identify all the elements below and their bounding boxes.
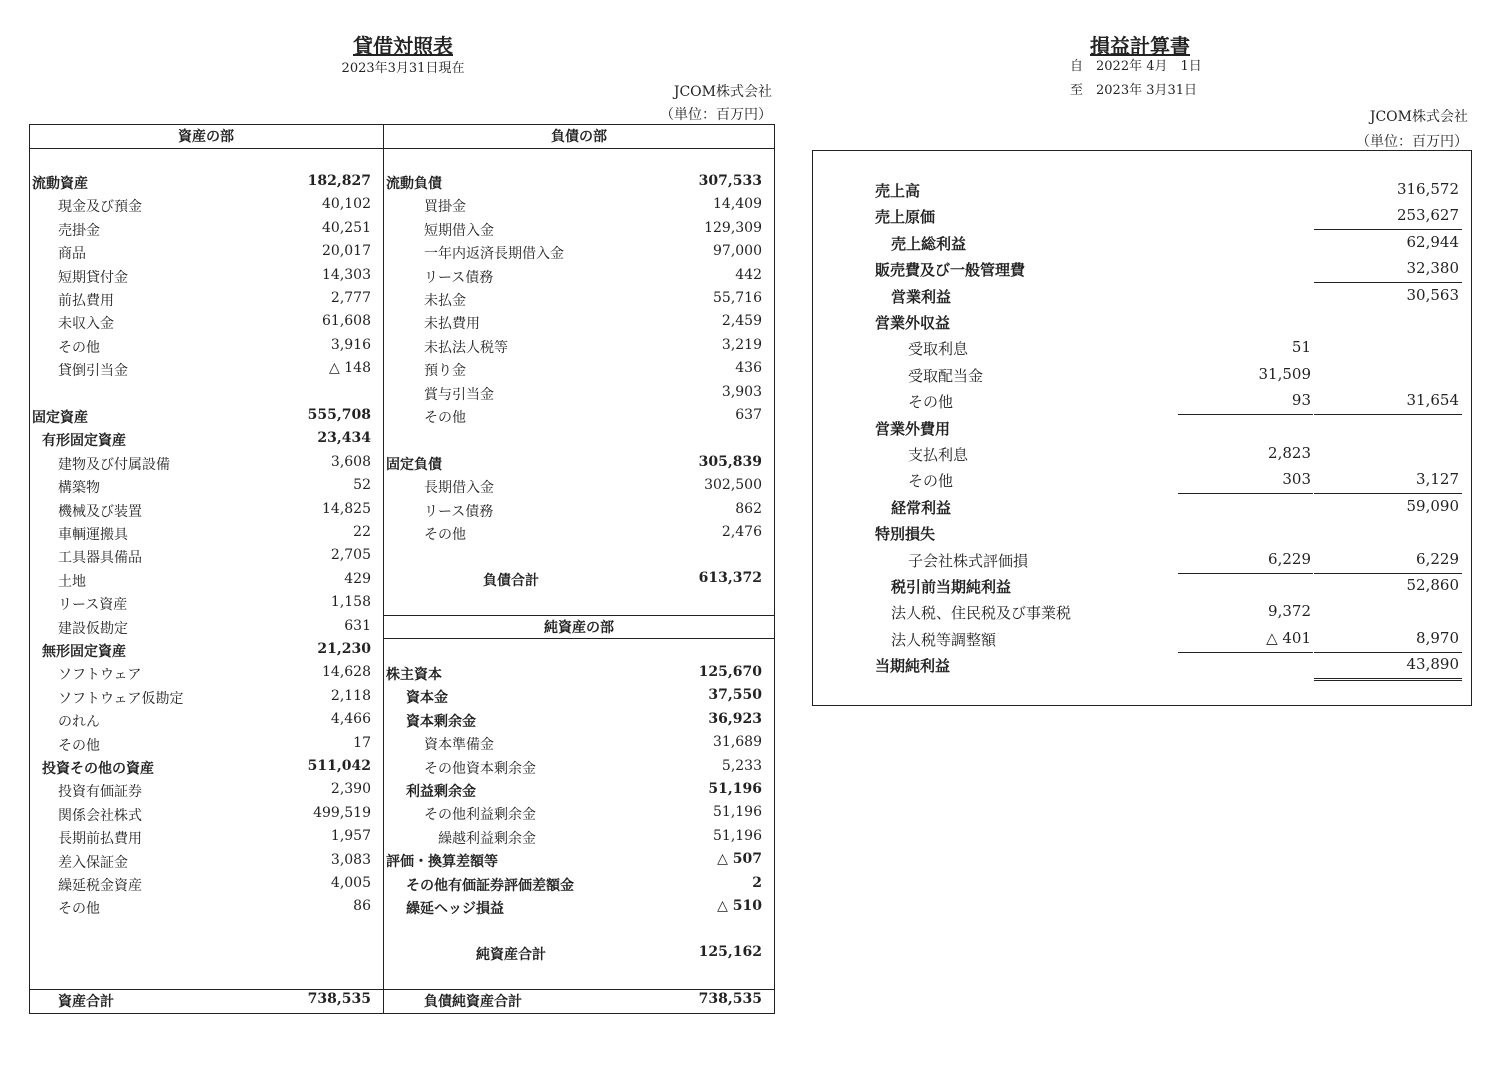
pl-row-label: 売上高 (875, 182, 921, 200)
bs-row-label: 繰越利益剰余金 (438, 830, 536, 847)
bs-row-value: 2 (752, 874, 762, 891)
bs-row-label: 繰延税金資産 (58, 878, 142, 894)
bs-row-value: 86 (353, 898, 371, 915)
net-assets-total-value: 125,162 (698, 944, 762, 960)
bs-row-label: その他 (58, 901, 100, 918)
pl-underline (1178, 493, 1313, 494)
bs-row-label: 投資その他の資産 (42, 761, 154, 777)
bs-net-top-rule (383, 615, 775, 616)
pl-underline (1314, 652, 1462, 653)
bs-row-label: 未収入金 (58, 316, 114, 333)
bs-company: JCOM株式会社 (673, 84, 772, 100)
bs-row-label: 固定負債 (386, 456, 442, 473)
bs-row-value: 2,476 (721, 524, 762, 540)
pl-underline (1178, 652, 1313, 653)
pl-row-label: 子会社株式評価損 (908, 551, 1029, 570)
bs-row-value: 499,519 (313, 804, 371, 821)
pl-row-label: その他 (908, 472, 954, 491)
bs-row-label: 賞与引当金 (424, 386, 494, 403)
bs-row-label: ソフトウェア (58, 667, 142, 684)
bs-row-label: 資本金 (406, 690, 448, 707)
bs-row-label: 投資有価証券 (58, 784, 142, 801)
bs-date: 2023年3月31日現在 (341, 61, 465, 76)
pl-row-detail-value: 51 (1291, 338, 1311, 357)
bs-row-value: 4,005 (330, 875, 371, 891)
bs-row-label: 機械及び装置 (58, 503, 142, 520)
pl-row-label: 売上総利益 (891, 234, 967, 253)
assets-header: 資産の部 (178, 129, 234, 145)
bs-column-divider (383, 124, 384, 1014)
pl-row-total-value: 253,627 (1396, 206, 1459, 225)
pl-row-total-value: 62,944 (1406, 232, 1459, 251)
pl-row-label: 受取利息 (908, 340, 969, 359)
bs-row-value: 1,957 (330, 828, 371, 845)
bs-row-label: 商品 (58, 246, 86, 263)
pl-row-label: 当期純利益 (875, 657, 951, 676)
bs-row-value: 182,827 (307, 173, 371, 189)
bs-row-label: 長期前払費用 (58, 831, 142, 848)
bs-row-value: △ 148 (329, 360, 371, 377)
bs-row-label: 車輌運搬具 (58, 527, 128, 543)
bs-row-label: 未払法人税等 (424, 339, 508, 356)
bs-row-label: 短期貸付金 (58, 269, 128, 286)
bs-row-label: 構築物 (58, 480, 100, 497)
pl-row-label: 受取配当金 (908, 366, 984, 385)
bs-row-label: その他 (58, 339, 100, 356)
bs-row-value: 436 (735, 360, 762, 377)
bs-row-value: 2,459 (721, 313, 762, 330)
bs-row-label: 買掛金 (424, 199, 466, 216)
pl-row-total-value: 59,090 (1406, 496, 1459, 515)
pl-row-detail-value: 2,823 (1268, 444, 1311, 462)
pl-row-label: 営業外費用 (875, 419, 951, 438)
bs-row-value: 3,903 (721, 383, 762, 400)
bs-row-value: 5,233 (721, 757, 762, 774)
pl-row-total-value: 43,890 (1406, 655, 1459, 674)
bs-row-label: 土地 (58, 573, 86, 590)
pl-row-detail-value: 303 (1282, 470, 1311, 489)
bs-row-value: 51,196 (713, 827, 762, 844)
bs-row-label: 工具器具備品 (58, 550, 142, 567)
pl-unit: （単位：百万円） (1356, 134, 1468, 150)
bs-row-label: 長期借入金 (424, 480, 494, 497)
pl-row-total-value: 30,563 (1406, 285, 1459, 304)
bs-row-value: 40,251 (322, 219, 371, 236)
bs-row-value: 307,533 (698, 173, 762, 189)
pl-underline (1314, 282, 1462, 283)
bs-row-value: 40,102 (322, 196, 371, 213)
pl-row-label: その他 (908, 393, 954, 412)
pl-row-total-value: 31,654 (1406, 391, 1459, 410)
bs-row-label: 貸倒引当金 (58, 363, 128, 380)
bs-row-label: その他資本剰余金 (424, 760, 536, 777)
bs-header-rule (29, 148, 775, 149)
bs-row-label: 短期借入金 (424, 222, 494, 239)
bs-row-value: 14,628 (322, 664, 371, 681)
bs-row-value: 2,118 (330, 687, 371, 704)
bs-row-label: 流動負債 (386, 176, 442, 192)
bs-row-value: 631 (344, 617, 371, 634)
bs-row-label: ソフトウェア仮勘定 (58, 690, 184, 707)
net-assets-total-label: 純資産合計 (476, 947, 546, 963)
bs-row-label: 前払費用 (58, 293, 114, 309)
pl-row-total-value: 316,572 (1396, 180, 1459, 198)
bs-row-label: 繰延ヘッジ損益 (406, 901, 504, 917)
pl-title: 損益計算書 (1090, 34, 1190, 58)
bs-row-value: 3,608 (330, 453, 371, 470)
bs-row-value: 14,409 (713, 196, 762, 213)
pl-row-label: 税引前当期純利益 (891, 578, 1012, 596)
bs-row-label: リース債務 (424, 503, 494, 520)
liabilities-header: 負債の部 (551, 129, 607, 145)
liabilities-total-value: 613,372 (698, 570, 762, 586)
bs-row-label: 資本準備金 (424, 737, 494, 754)
bs-row-value: 51,196 (708, 781, 762, 797)
bs-row-value: 125,670 (698, 664, 762, 680)
bs-row-label: 建物及び付属設備 (58, 456, 170, 473)
pl-row-label: 経常利益 (891, 498, 952, 517)
bs-row-label: その他利益剰余金 (424, 807, 536, 824)
pl-company: JCOM株式会社 (1369, 109, 1468, 125)
bs-row-label: 無形固定資産 (42, 644, 126, 660)
bs-row-value: 4,466 (330, 711, 371, 728)
bs-row-label: リース資産 (58, 597, 128, 614)
bs-row-label: その他有価証券評価差額金 (406, 877, 574, 894)
pl-row-label: 営業利益 (891, 287, 952, 306)
pl-row-label: 支払利息 (908, 446, 969, 464)
bs-row-value: 129,309 (704, 219, 762, 236)
net-assets-header: 純資産の部 (544, 620, 614, 636)
bs-row-label: 売掛金 (58, 222, 100, 239)
bs-row-value: 14,303 (322, 266, 371, 283)
bs-row-value: △ 507 (717, 851, 762, 868)
bs-row-label: 利益剰余金 (406, 784, 476, 800)
liabilities-net-total-label: 負債純資産合計 (424, 994, 522, 1010)
bs-row-label: 一年内返済長期借入金 (424, 246, 564, 263)
bs-row-value: 637 (735, 407, 762, 423)
assets-total-label: 資産合計 (58, 994, 114, 1010)
bs-row-value: 36,923 (708, 710, 762, 727)
bs-row-value: 1,158 (330, 594, 371, 611)
bs-row-value: 37,550 (708, 687, 762, 704)
pl-underline (1314, 573, 1462, 574)
bs-row-value: 14,825 (322, 500, 371, 517)
bs-row-label: 関係会社株式 (58, 807, 142, 824)
bs-row-value: 429 (344, 570, 371, 587)
bs-row-value: 305,839 (698, 453, 762, 470)
bs-row-value: 442 (735, 266, 762, 283)
bs-row-label: その他 (424, 527, 466, 543)
bs-row-value: 555,708 (307, 407, 371, 423)
bs-row-label: 資本剰余金 (406, 713, 476, 730)
bs-net-header-rule (383, 638, 775, 639)
bs-total-rule (29, 989, 775, 990)
bs-row-value: 2,390 (330, 781, 371, 798)
bs-row-value: 302,500 (704, 477, 762, 494)
liabilities-total-label: 負債合計 (483, 573, 539, 589)
bs-row-value: 20,017 (322, 243, 371, 260)
bs-row-label: その他 (58, 737, 100, 754)
liabilities-net-total-value: 738,535 (698, 991, 762, 1007)
bs-row-label: のれん (58, 714, 100, 731)
pl-underline (1314, 229, 1462, 230)
pl-double-underline (1314, 678, 1462, 681)
pl-row-detail-value: △ 401 (1266, 628, 1311, 647)
bs-row-label: 流動資産 (32, 176, 88, 192)
bs-row-label: 現金及び預金 (58, 199, 142, 216)
bs-row-value: 511,042 (307, 758, 371, 774)
bs-row-value: 22 (353, 524, 371, 540)
pl-row-label: 法人税、住民税及び事業税 (891, 604, 1072, 623)
bs-row-value: 3,083 (330, 851, 371, 868)
bs-row-label: 差入保証金 (58, 854, 128, 871)
bs-row-label: 未払費用 (424, 316, 480, 333)
bs-row-value: 52 (353, 477, 371, 494)
bs-row-label: 評価・換算差額等 (386, 854, 498, 871)
assets-total-value: 738,535 (307, 991, 371, 1007)
bs-row-value: 31,689 (713, 734, 762, 751)
pl-row-label: 特別損失 (875, 525, 936, 544)
pl-underline (1178, 414, 1313, 415)
pl-row-detail-value: 6,229 (1268, 549, 1311, 568)
pl-row-label: 法人税等調整額 (891, 630, 997, 649)
bs-title: 貸借対照表 (353, 34, 453, 58)
bs-row-label: 株主資本 (386, 667, 442, 683)
bs-row-label: その他 (424, 410, 466, 426)
pl-underline (1314, 414, 1462, 415)
bs-row-value: 2,705 (330, 547, 371, 564)
bs-row-label: 有形固定資産 (42, 433, 126, 450)
bs-row-value: △ 510 (717, 898, 762, 914)
pl-row-total-value: 52,860 (1406, 576, 1459, 594)
pl-row-detail-value: 9,372 (1268, 602, 1311, 621)
pl-row-total-value: 8,970 (1416, 628, 1459, 647)
bs-unit: （単位：百万円） (660, 107, 772, 123)
bs-row-value: 862 (735, 500, 762, 517)
bs-row-value: 97,000 (713, 243, 762, 260)
bs-row-value: 3,219 (721, 336, 762, 353)
bs-row-value: 51,196 (713, 804, 762, 821)
pl-row-detail-value: 93 (1291, 391, 1311, 410)
bs-row-value: 3,916 (330, 336, 371, 353)
pl-row-label: 販売費及び一般管理費 (875, 261, 1026, 280)
bs-row-value: 2,777 (330, 290, 371, 306)
pl-underline (1314, 493, 1462, 494)
bs-row-value: 21,230 (317, 641, 371, 657)
bs-row-label: リース債務 (424, 269, 494, 286)
pl-row-label: 売上原価 (875, 208, 936, 227)
pl-row-label: 営業外収益 (875, 314, 951, 332)
bs-row-value: 55,716 (713, 290, 762, 306)
bs-row-value: 17 (353, 734, 371, 751)
bs-row-label: 未払金 (424, 293, 466, 309)
bs-row-value: 23,434 (317, 430, 371, 447)
pl-row-detail-value: 31,509 (1258, 364, 1311, 383)
pl-row-total-value: 3,127 (1416, 470, 1459, 489)
bs-row-value: 61,608 (322, 313, 371, 330)
pl-period-to: 至 2023年 3月31日 (1070, 83, 1198, 98)
pl-period-from: 自 2022年 4月 1日 (1070, 59, 1202, 74)
bs-row-label: 建設仮勘定 (58, 620, 128, 637)
pl-underline (1178, 573, 1313, 574)
pl-row-total-value: 32,380 (1406, 259, 1459, 278)
bs-row-label: 固定資産 (32, 410, 88, 426)
bs-row-label: 預り金 (424, 363, 466, 380)
pl-row-total-value: 6,229 (1416, 549, 1459, 568)
